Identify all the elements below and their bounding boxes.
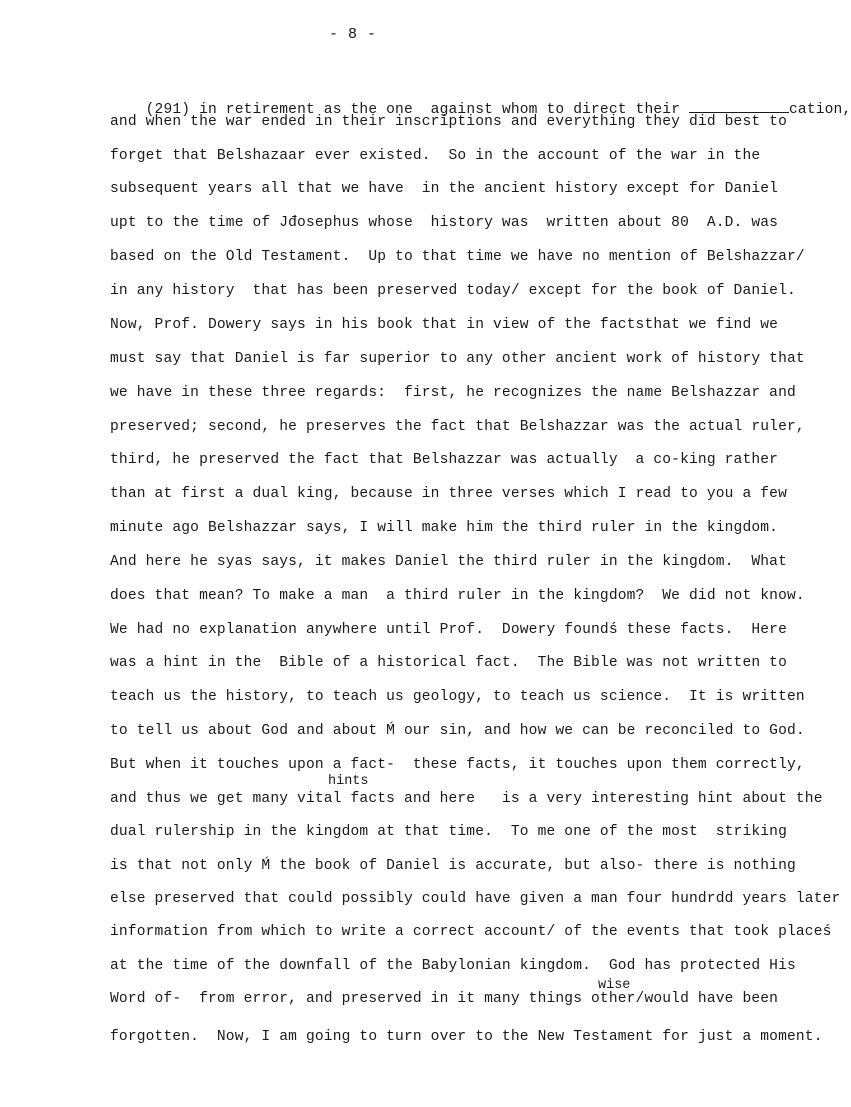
text-line-3: forget that Belshazaar ever existed. So in the account of the war in the (110, 148, 761, 164)
text-line-21: But when it touches upon a fact- these facts, it touches upon them correctly, (110, 757, 805, 773)
text-line-24: is that not only Ḿ the book of Daniel is accurate, but also- there is nothing (110, 858, 796, 874)
text-line-17: We had no explanation anywhere until Prof. Dowery foundś these facts. Here (110, 622, 787, 638)
text-line-20: to tell us about God and about Ḿ our sin, and how we can be reconciled to God. (110, 723, 805, 739)
text-line-26: information from which to write a correct account/ of the events that took placeś (110, 924, 832, 940)
text-line-15: And here he syas says, it makes Daniel the third ruler in the kingdom. What (110, 554, 787, 570)
text-line-6: based on the Old Testament. Up to that time we have no mention of Belshazzar/ (110, 249, 805, 265)
text-line-9: must say that Daniel is far superior to any other ancient work of history that (110, 351, 805, 367)
page-number: - 8 - (329, 26, 377, 43)
text-line-5: upt to the time of Jđosephus whose history was written about 80 A.D. was (110, 215, 779, 231)
blank-underline (689, 98, 789, 113)
text-line-13: than at first a dual king, because in three verses which I read to you a few (110, 486, 787, 502)
text-line-10: we have in these three regards: first, he recognizes the name Belshazzar and (110, 385, 796, 401)
text-line-23: dual rulership in the kingdom at that time. To me one of the most striking (110, 824, 787, 840)
interlinear-hints: hints (328, 774, 369, 789)
line-1-end: cation, (789, 102, 851, 118)
text-line-18: was a hint in the Bible of a historical fact. The Bible was not written to (110, 655, 787, 671)
text-line-27: at the time of the downfall of the Babylonian kingdom. God has protected His (110, 958, 796, 974)
text-line-29: forgotten. Now, I am going to turn over to the New Testament for just a moment. (110, 1029, 823, 1045)
text-line-4: subsequent years all that we have in the ancient history except for Daniel (110, 181, 779, 197)
text-line-12: third, he preserved the fact that Belshazzar was actually a co-king rather (110, 452, 779, 468)
text-line-7: in any history that has been preserved today/ except for the book of Daniel. (110, 283, 796, 299)
text-line-25: else preserved that could possibly could have given a man four hundrdd years later (110, 891, 841, 907)
text-line-28: Word of- from error, and preserved in it many things other/would have been (110, 991, 779, 1007)
text-line-11: preserved; second, he preserves the fact that Belshazzar was the actual ruler, (110, 419, 805, 435)
line-1-start: (291) in retirement as the one against whom to direct their (145, 102, 690, 118)
text-line-2: and when the war ended in their inscriptions and everything they did best to (110, 114, 787, 130)
text-line-22: and thus we get many vital facts and here is a very interesting hint about the (110, 791, 823, 807)
text-line-19: teach us the history, to teach us geology, to teach us science. It is written (110, 689, 805, 705)
text-line-8: Now, Prof. Dowery says in his book that in view of the factsthat we find we (110, 317, 779, 333)
interlinear-wise: wise (598, 978, 631, 993)
text-line-16: does that mean? To make a man a third ruler in the kingdom? We did not know. (110, 588, 805, 604)
text-line-14: minute ago Belshazzar says, I will make him the third ruler in the kingdom. (110, 520, 779, 536)
